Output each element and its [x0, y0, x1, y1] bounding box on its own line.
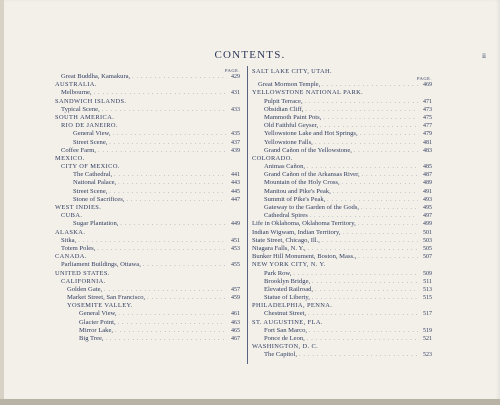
entry-label: Statue of Liberty,	[264, 294, 310, 302]
entry-page-number: 493	[423, 196, 432, 203]
entry-page-number: 449	[231, 221, 240, 228]
entry-label: Sugar Plantation,	[73, 220, 119, 228]
entry-label: ALASKA.	[55, 228, 86, 236]
contents-heading	[252, 343, 432, 351]
contents-entry	[252, 327, 432, 335]
entry-label: SOUTH AMERICA.	[55, 113, 115, 121]
entry-label: RIO DE JANEIRO.	[61, 122, 118, 130]
dot-leader	[299, 352, 418, 360]
contents-heading	[55, 278, 240, 286]
scan-bottom-edge	[0, 399, 500, 405]
entry-label: Elevated Railroad,	[264, 285, 314, 293]
contents-heading	[55, 253, 240, 261]
contents-entry	[252, 196, 432, 204]
entry-page-number: 473	[423, 106, 432, 113]
contents-heading	[55, 81, 240, 89]
entry-page-number: 467	[231, 336, 240, 342]
contents-entry	[55, 327, 240, 335]
contents-entry	[55, 319, 240, 327]
contents-entry	[252, 171, 432, 179]
entry-label: Obsidian Cliff,	[264, 105, 304, 113]
entry-label: Old Faithful Geyser,	[264, 122, 319, 130]
entry-label: Bunker Hill Monument, Boston, Mass.,	[252, 253, 357, 261]
entry-label: Stone of Sacrifices,	[73, 195, 125, 203]
entry-label: CITY OF MEXICO.	[61, 163, 120, 171]
entry-label: YELLOWSTONE NATIONAL PARK.	[252, 89, 364, 97]
entry-label: SANDWICH ISLANDS.	[55, 97, 127, 105]
contents-entry	[252, 351, 432, 359]
entry-page-number: 441	[231, 172, 240, 179]
entry-label: Gateway to the Garden of the Gods,	[264, 204, 360, 211]
contents-entry	[252, 179, 432, 187]
entry-page-number: 519	[423, 327, 432, 334]
contents-heading	[55, 122, 240, 130]
entry-page-number: 437	[231, 139, 240, 146]
entry-page-number: 475	[423, 114, 432, 121]
contents-entry	[252, 335, 432, 343]
column-divider	[247, 66, 248, 364]
contents-left-column	[55, 68, 240, 343]
entry-label: YOSEMITE VALLEY.	[67, 302, 133, 310]
contents-heading	[55, 98, 240, 106]
entry-label: Niagara Falls, N. Y.,	[252, 244, 306, 252]
contents-entry	[55, 130, 240, 138]
contents-entry	[55, 310, 240, 318]
entry-page-number: 523	[423, 352, 432, 359]
contents-heading	[252, 155, 432, 163]
contents-entry	[252, 204, 432, 212]
page-column-header-right: PAGE.	[417, 76, 432, 82]
entry-page-number: 511	[423, 278, 432, 285]
contents-entry	[252, 220, 432, 228]
entry-page-number: 445	[231, 188, 240, 195]
entry-label: Melbourne,	[61, 89, 92, 97]
entry-label: Street Scene,	[73, 187, 108, 195]
entry-label: Mountain of the Holy Cross,	[264, 179, 340, 187]
entry-label: Big Tree,	[79, 335, 104, 342]
entry-page-number: 439	[231, 147, 240, 154]
entry-label: SALT LAKE CITY, UTAH.	[252, 68, 333, 75]
contents-heading	[252, 302, 432, 310]
contents-entry	[252, 139, 432, 147]
entry-page-number: 465	[231, 327, 240, 334]
entry-page-number: 487	[423, 172, 432, 179]
entry-label: State Street, Chicago, Ill.,	[252, 236, 320, 244]
page-number: ii	[482, 52, 486, 60]
entry-label: Indian Wigwam, Indian Territory,	[252, 228, 341, 236]
entry-label: Grand Cañon of the Yellowstone,	[264, 146, 352, 154]
contents-entry	[55, 147, 240, 155]
entry-label: Summit of Pike's Peak,	[264, 195, 326, 203]
dot-leader	[106, 336, 226, 344]
entry-page-number: 507	[423, 254, 432, 261]
contents-entry	[55, 89, 240, 97]
entry-page-number: 481	[423, 139, 432, 146]
page-title: CONTENTS.	[214, 49, 286, 61]
entry-label: ST. AUGUSTINE, FLA.	[252, 318, 323, 326]
entry-label: Street Scene,	[73, 138, 108, 146]
contents-entry	[252, 237, 432, 245]
contents-entry	[252, 122, 432, 130]
entry-page-number: 455	[231, 262, 240, 269]
contents-heading	[55, 163, 240, 171]
entry-label: Fort San Marco,	[264, 326, 308, 334]
contents-heading	[252, 89, 432, 97]
entry-label: Yellowstone Lake and Hot Springs,	[264, 130, 358, 138]
contents-entry	[252, 147, 432, 155]
contents-entry	[55, 335, 240, 343]
entry-page-number: 463	[231, 319, 240, 326]
entry-page-number: 501	[423, 229, 432, 236]
entry-page-number: 453	[231, 245, 240, 252]
contents-entry	[55, 286, 240, 294]
entry-label: Ponce de Leon,	[264, 335, 305, 342]
entry-page-number: 513	[423, 286, 432, 293]
entry-page-number: 497	[423, 213, 432, 220]
contents-heading	[55, 270, 240, 278]
entry-label: Sitka,	[61, 236, 77, 244]
contents-heading	[252, 68, 432, 76]
entry-label: UNITED STATES.	[55, 269, 110, 277]
entry-page-number: 485	[423, 164, 432, 171]
contents-entry	[252, 286, 432, 294]
contents-entry	[55, 188, 240, 196]
entry-page-number: 429	[231, 74, 240, 80]
entry-label: Great Buddha, Kamakura,	[61, 73, 131, 80]
contents-entry	[252, 114, 432, 122]
contents-entry	[252, 245, 432, 253]
entry-label: Park Row,	[264, 269, 292, 277]
entry-page-number: 479	[423, 131, 432, 138]
entry-label: CANADA.	[55, 253, 87, 261]
contents-entry	[252, 81, 432, 89]
entry-label: The Capitol,	[264, 351, 297, 359]
entry-page-number: 461	[231, 311, 240, 318]
contents-entry	[55, 179, 240, 187]
contents-heading	[55, 212, 240, 220]
entry-page-number: 469	[423, 82, 432, 89]
contents-entry	[252, 310, 432, 318]
entry-page-number: 521	[423, 336, 432, 342]
contents-entry	[252, 229, 432, 237]
contents-entry	[252, 130, 432, 138]
contents-heading	[55, 155, 240, 163]
entry-label: Parliament Buildings, Ottawa,	[61, 261, 141, 269]
entry-page-number: 515	[423, 295, 432, 302]
entry-page-number: 443	[231, 180, 240, 187]
entry-label: Glacier Point,	[79, 318, 116, 326]
entry-label: Pulpit Terrace,	[264, 97, 303, 105]
contents-heading	[252, 261, 432, 269]
contents-heading	[252, 319, 432, 327]
entry-label: Animas Cañon,	[264, 163, 306, 171]
contents-entry	[252, 270, 432, 278]
entry-label: Chestnut Street,	[264, 310, 307, 318]
entry-page-number: 491	[423, 188, 432, 195]
contents-entry	[252, 98, 432, 106]
entry-label: AUSTRALIA.	[55, 81, 97, 89]
entry-label: Great Mormon Temple,	[258, 81, 321, 89]
entry-page-number: 431	[231, 90, 240, 97]
contents-heading	[55, 204, 240, 212]
entry-label: CALIFORNIA.	[61, 277, 106, 285]
contents-entry	[55, 237, 240, 245]
entry-page-number: 447	[231, 196, 240, 203]
entry-label: COLORADO.	[252, 154, 293, 162]
entry-page-number: 495	[423, 205, 432, 211]
entry-label: Grand Cañon of the Arkansas River,	[264, 171, 360, 179]
entry-label: Brooklyn Bridge,	[264, 277, 311, 285]
entry-page-number: 451	[231, 237, 240, 244]
entry-label: Typical Scene,	[61, 105, 100, 113]
entry-label: General View,	[79, 310, 117, 318]
entry-label: The Cathedral,	[73, 171, 113, 179]
contents-heading	[55, 302, 240, 310]
contents-entry	[55, 139, 240, 147]
entry-page-number: 459	[231, 295, 240, 302]
contents-entry	[252, 278, 432, 286]
entry-page-number: 509	[423, 270, 432, 277]
entry-label: CUBA.	[61, 212, 83, 220]
entry-page-number: 435	[231, 131, 240, 138]
contents-heading	[55, 114, 240, 122]
contents-list-left	[55, 73, 240, 343]
contents-entry	[55, 196, 240, 204]
entry-page-number: 499	[423, 221, 432, 228]
entry-page-number: 457	[231, 286, 240, 293]
entry-label: Golden Gate,	[67, 285, 103, 293]
entry-label: Life in Oklahoma, Oklahoma Territory,	[252, 220, 356, 228]
contents-entry	[55, 245, 240, 253]
entry-label: Yellowstone Falls,	[264, 138, 313, 146]
entry-label: WEST INDIES.	[55, 204, 102, 211]
entry-label: NEW YORK CITY, N. Y.	[252, 261, 326, 269]
entry-page-number: 517	[423, 311, 432, 318]
contents-entry	[252, 212, 432, 220]
contents-entry	[252, 106, 432, 114]
contents-entry	[55, 261, 240, 269]
contents-entry	[252, 163, 432, 171]
entry-page-number: 477	[423, 123, 432, 130]
entry-label: WASHINGTON, D. C.	[252, 343, 319, 351]
contents-entry	[55, 106, 240, 114]
contents-entry	[55, 171, 240, 179]
contents-entry	[55, 220, 240, 228]
entry-label: PHILADELPHIA, PENNA.	[252, 302, 333, 310]
entry-page-number: 505	[423, 245, 432, 252]
entry-page-number: 483	[423, 147, 432, 154]
entry-page-number: 489	[423, 180, 432, 187]
contents-right-column	[252, 68, 432, 360]
contents-entry	[55, 73, 240, 81]
entry-label: National Palace,	[73, 179, 117, 187]
entry-page-number: 433	[231, 106, 240, 113]
entry-label: Coffee Farm,	[61, 146, 97, 154]
entry-label: MEXICO.	[55, 154, 85, 162]
contents-list-right	[252, 68, 432, 360]
contents-entry	[252, 294, 432, 302]
entry-label: Mirror Lake,	[79, 326, 114, 334]
entry-label: Totem Poles,	[61, 244, 96, 252]
contents-entry	[252, 188, 432, 196]
entry-label: Mammoth Paint Pots,	[264, 113, 322, 121]
entry-label: Market Street, San Francisco,	[67, 294, 146, 302]
contents-heading	[55, 229, 240, 237]
page-column-header-left: PAGE.	[225, 68, 240, 73]
entry-page-number: 471	[423, 98, 432, 105]
entry-label: Manitou and Pike's Peak,	[264, 187, 331, 195]
contents-entry	[55, 294, 240, 302]
entry-label: Cathedral Spires	[264, 212, 308, 220]
entry-page-number: 503	[423, 237, 432, 244]
entry-label: General View,	[73, 130, 111, 138]
contents-entry	[252, 253, 432, 261]
